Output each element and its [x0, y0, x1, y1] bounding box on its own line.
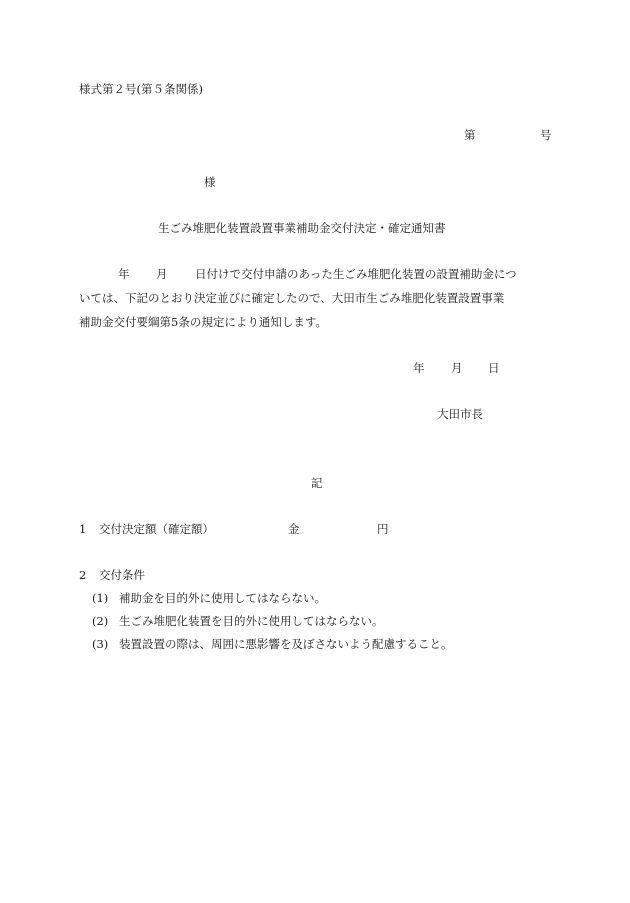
item1-number: 1	[79, 522, 87, 536]
body-line1-rest: 日付けで交付申請のあった生ごみ堆肥化装置の設置補助金につ	[195, 267, 517, 281]
number-suffix: 号	[540, 128, 552, 142]
issuer: 大田市長	[437, 407, 483, 421]
condition-3-num: (3)	[92, 637, 109, 651]
date-month: 月	[451, 361, 463, 375]
date-year: 年	[413, 361, 425, 375]
condition-1-num: (1)	[92, 591, 109, 605]
addressee-suffix: 様	[204, 175, 216, 189]
condition-3-text: 装置設置の際は、周囲に悪影響を及ぼさないよう配慮すること。	[119, 637, 453, 651]
body-line2: いては、下記のとおり決定並びに確定したので、大田市生ごみ堆肥化装置設置事業	[79, 291, 505, 305]
ki-heading: 記	[311, 476, 323, 490]
condition-2-text: 生ごみ堆肥化装置を目的外に使用してはならない。	[119, 614, 384, 628]
item2-number: 2	[79, 568, 87, 582]
item1-yen: 円	[377, 522, 389, 536]
body-line3: 補助金交付要綱第5条の規定により通知します。	[79, 315, 327, 329]
document-title: 生ごみ堆肥化装置設置事業補助金交付決定・確定通知書	[158, 221, 446, 235]
item2-label: 交付条件	[99, 568, 145, 582]
form-label: 様式第２号(第５条関係)	[79, 82, 203, 96]
body-month: 月	[156, 267, 168, 281]
item1-kin: 金	[288, 522, 300, 536]
condition-1-text: 補助金を目的外に使用してはならない。	[119, 591, 326, 605]
condition-2-num: (2)	[92, 614, 109, 628]
number-prefix: 第	[464, 128, 476, 142]
date-day: 日	[488, 361, 500, 375]
item1-label: 交付決定額（確定額）	[99, 522, 214, 536]
body-year: 年	[118, 267, 130, 281]
